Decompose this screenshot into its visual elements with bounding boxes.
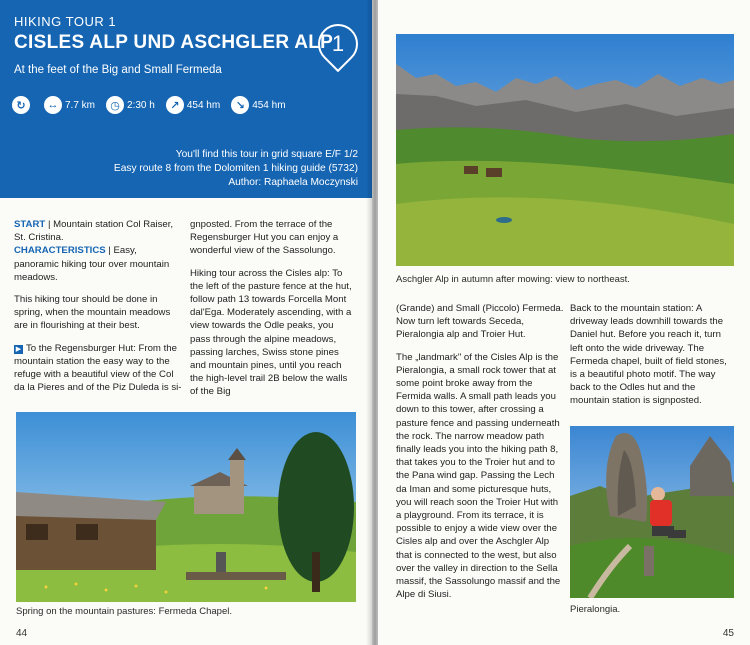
clock-icon: ◷ xyxy=(106,96,124,114)
left-page xyxy=(0,0,372,645)
tour-subtitle: At the feet of the Big and Small Fermeda xyxy=(14,64,222,76)
tour-number-marker-icon xyxy=(310,16,367,73)
left-column-2 xyxy=(190,218,356,408)
paragraph: gnposted. From the terrace of the Regensburger Hut you can enjoy a wonderful view of the Sassolungo. xyxy=(190,219,339,257)
pieralongia-photo-caption: Pieralongia. xyxy=(570,604,621,615)
right-column-1 xyxy=(396,302,564,610)
circular-route-icon: ↻ xyxy=(12,96,30,114)
tour-title: CISLES ALP UND ASCHGLER ALP xyxy=(14,32,334,53)
alp-photo-caption: Aschgler Alp in autumn after mowing: view to northeast. xyxy=(396,274,630,285)
info-line: You'll find this tour in grid square E/F 1/2 xyxy=(175,149,358,160)
info-line: Easy route 8 from the Dolomiten 1 hiking guide (5732) xyxy=(113,163,358,174)
characteristics-text: | Easy, panoramic hiking tour over mountain meadows. xyxy=(14,245,170,283)
characteristics-label: CHARACTERISTICS xyxy=(14,245,106,257)
paragraph: The „landmark" of the Cisles Alp is the Pieralongia, a small rock tower that at some point broke away from the Fermida walls. A small path leads you down to this tower, after crossing a pasture fence and passing underneath the rock. The narrow meadow path finally leads you into the hiking path 8, that takes you to the Troier hut and to the Pana wind gap. Passing the Lech da Iman and some picturesque huts, you will reach soon the Troier Hut with a playground. From its terrace, it is possible to enjoy a wide view over the Cisles alp and over the Aschgler Alp that is connected to the west, but also over the valley in direction to the Sella massif, the Sassolungo massif and the Alpe di Siusi. xyxy=(396,351,561,601)
descent-icon: ↘ xyxy=(231,96,249,114)
tour-number: 1 xyxy=(331,30,345,56)
tour-label: HIKING TOUR 1 xyxy=(14,14,117,29)
stat-descent xyxy=(231,96,285,114)
paragraph: This hiking tour should be done in spring, when the mountain meadows are in flourishing at their best. xyxy=(14,294,171,332)
tour-stats xyxy=(12,94,297,116)
descent-value: 454 hm xyxy=(252,99,286,111)
tour-info xyxy=(114,148,358,190)
aschgler-alp-photo xyxy=(396,34,734,266)
tour-header-band xyxy=(0,0,372,198)
distance-value: 7.7 km xyxy=(65,99,96,111)
start-text: | Mountain station Col Raiser, St. Cristina. xyxy=(14,219,174,244)
left-column-1 xyxy=(14,218,182,403)
page-number-right: 45 xyxy=(722,628,734,639)
ascent-value: 454 hm xyxy=(186,99,221,111)
paragraph: Hiking tour across the Cisles alp: To the left of the pasture fence at the hut, follow path 13 towards Forcella Mont dal'Ega. Moderately ascending, with a view towards the Odle peaks, you pass through the alpine meadows, passing larches, Swiss stone pines and mountain pines, until you reach the high-level trail 2B below the walls of the Big xyxy=(190,267,352,398)
paragraph xyxy=(14,342,182,395)
chapel-photo-caption: Spring on the mountain pastures: Fermeda Chapel. xyxy=(16,606,232,617)
ascent-icon: ↗ xyxy=(166,96,184,114)
start-label: START xyxy=(14,219,46,230)
pieralongia-photo-image xyxy=(570,426,734,598)
start-paragraph xyxy=(14,218,182,284)
info-line: Author: Raphaela Moczynski xyxy=(228,177,358,188)
chapel-photo-image xyxy=(16,412,356,602)
right-page xyxy=(378,0,750,645)
paragraph: Back to the mountain station: A driveway leads downhill towards the Daniel hut. Before you reach it, turn left onto the wide driveway. The Fermeda chapel, built of field stones, is a beautiful photo motif. The way back to the Odles hut and the mountain station is signposted. xyxy=(570,303,727,407)
right-column-2 xyxy=(570,302,736,417)
distance-icon: ↔ xyxy=(44,96,62,114)
route-arrow-icon: ▶ xyxy=(15,345,22,353)
time-value: 2:30 h xyxy=(127,99,155,111)
stat-distance xyxy=(44,96,95,114)
page-number-left: 44 xyxy=(16,628,28,639)
stat-time xyxy=(106,96,155,114)
stat-type xyxy=(12,96,33,114)
alp-photo-image xyxy=(396,34,734,266)
fermeda-chapel-photo xyxy=(16,412,356,602)
paragraph-text: To the Regensburger Hut: From the mountain station the easy way to the refuge with a beautiful view of the Col da la Pieres and of the Piz Duleda is si- xyxy=(14,342,182,394)
paragraph: (Grande) and Small (Piccolo) Fermeda. Now turn left towards Seceda, Pieralongia alp and Troier Hut. xyxy=(396,303,564,341)
stat-ascent xyxy=(166,96,220,114)
pieralongia-photo xyxy=(570,426,734,598)
